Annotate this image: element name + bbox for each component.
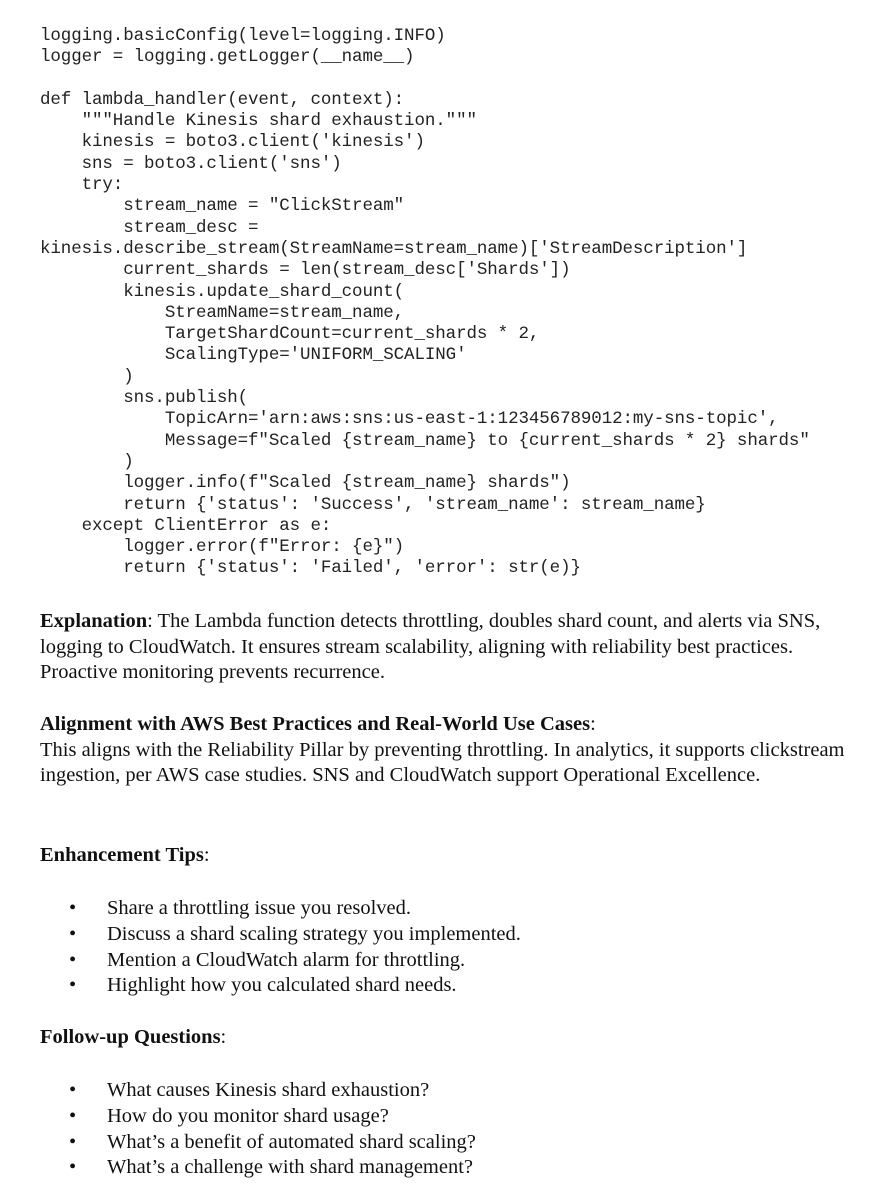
code-block (40, 26, 880, 580)
explanation-paragraph (40, 609, 860, 686)
list-item (40, 896, 860, 922)
code-line: logger.error(f"Error: {e}") (40, 537, 405, 558)
list-item-text: Mention a CloudWatch alarm for throttling. (107, 948, 466, 971)
list-item-text: Discuss a shard scaling strategy you implemented. (107, 922, 521, 945)
code-line: except ClientError as e: (40, 515, 332, 536)
alignment-text: This aligns with the Reliability Pillar by preventing throttling. In analytics, it supports clickstream ingestion, per AWS case studies. SNS and CloudWatch support Operational Excellence. (40, 738, 845, 787)
followup-heading-suffix: : (220, 1026, 227, 1048)
explanation-section (40, 609, 860, 686)
list-item-text: What causes Kinesis shard exhaustion? (107, 1079, 430, 1101)
code-line: Message=f"Scaled {stream_name} to {current_shards * 2} shards" (40, 430, 810, 451)
bullet-icon: • (69, 1104, 77, 1127)
code-line: current_shards = len(stream_desc['Shards']) (40, 260, 571, 281)
alignment-heading: Alignment with AWS Best Practices and Real-World Use Cases (40, 713, 591, 735)
code-line: ) (40, 451, 134, 472)
code-line: ScalingType='UNIFORM_SCALING' (40, 345, 467, 366)
code-line: def lambda_handler(event, context): (40, 89, 405, 110)
code-line: TargetShardCount=current_shards * 2, (40, 324, 540, 345)
list-item-text: What’s a benefit of automated shard scaling? (107, 1130, 476, 1153)
tips-heading: Enhancement Tips (40, 844, 204, 866)
list-item (40, 973, 860, 999)
list-item-text: What’s a challenge with shard management? (107, 1156, 474, 1179)
tips-heading-suffix: : (203, 844, 210, 866)
list-item (40, 1130, 860, 1156)
code-line: try: (40, 175, 124, 196)
tips-section (40, 843, 860, 869)
list-item (40, 1104, 860, 1130)
followup-list-wrap (40, 1078, 860, 1181)
followup-heading: Follow-up Questions (40, 1026, 221, 1048)
code-line: return {'status': 'Failed', 'error': str(e)} (40, 558, 581, 579)
alignment-heading-suffix: : (590, 713, 596, 735)
explanation-text: : The Lambda function detects throttling, doubles shard count, and alerts via SNS, logging to CloudWatch. It ensures stream scalability, aligning with reliability best practices. Proactive monitoring prevents recurrence. (40, 610, 821, 684)
code-line: sns.publish( (40, 388, 249, 409)
list-item (40, 922, 860, 948)
list-item-text: Highlight how you calculated shard needs. (107, 974, 457, 997)
followup-section (40, 1025, 860, 1051)
list-item-text: Share a throttling issue you resolved. (107, 897, 412, 919)
list-item-text: How do you monitor shard usage? (107, 1104, 389, 1127)
code-line: kinesis.update_shard_count( (40, 281, 405, 302)
code-line: """Handle Kinesis shard exhaustion.""" (40, 111, 477, 132)
list-item (40, 1078, 860, 1104)
code-line: ) (40, 366, 134, 387)
bullet-icon: • (69, 922, 77, 945)
tips-list (40, 896, 860, 999)
bullet-icon: • (69, 897, 77, 919)
code-line: StreamName=stream_name, (40, 302, 405, 323)
code-line: logging.basicConfig(level=logging.INFO) (40, 26, 446, 46)
code-line: kinesis.describe_stream(StreamName=stream_name)['StreamDescription'] (40, 238, 748, 259)
alignment-section (40, 712, 860, 789)
bullet-icon: • (69, 974, 77, 997)
code-line: stream_name = "ClickStream" (40, 196, 405, 217)
bullet-icon: • (69, 948, 77, 971)
tips-list-wrap (40, 896, 860, 999)
bullet-icon: • (69, 1079, 77, 1101)
code-line: logger = logging.getLogger(__name__) (40, 47, 415, 68)
code-line: return {'status': 'Success', 'stream_name': stream_name} (40, 494, 706, 515)
explanation-heading: Explanation (40, 610, 148, 632)
code-line: TopicArn='arn:aws:sns:us-east-1:123456789012:my-sns-topic', (40, 409, 779, 430)
bullet-icon: • (69, 1130, 77, 1153)
list-item (40, 1155, 860, 1181)
code-line: stream_desc = (40, 217, 259, 238)
code-line: logger.info(f"Scaled {stream_name} shards") (40, 473, 571, 494)
code-line: kinesis = boto3.client('kinesis') (40, 132, 425, 153)
followup-list (40, 1078, 860, 1181)
code-line: sns = boto3.client('sns') (40, 153, 342, 174)
list-item (40, 948, 860, 974)
followup-heading-line (40, 1025, 860, 1051)
alignment-heading-line (40, 712, 860, 738)
bullet-icon: • (69, 1156, 77, 1179)
tips-heading-line (40, 843, 860, 869)
code-line (40, 69, 880, 90)
